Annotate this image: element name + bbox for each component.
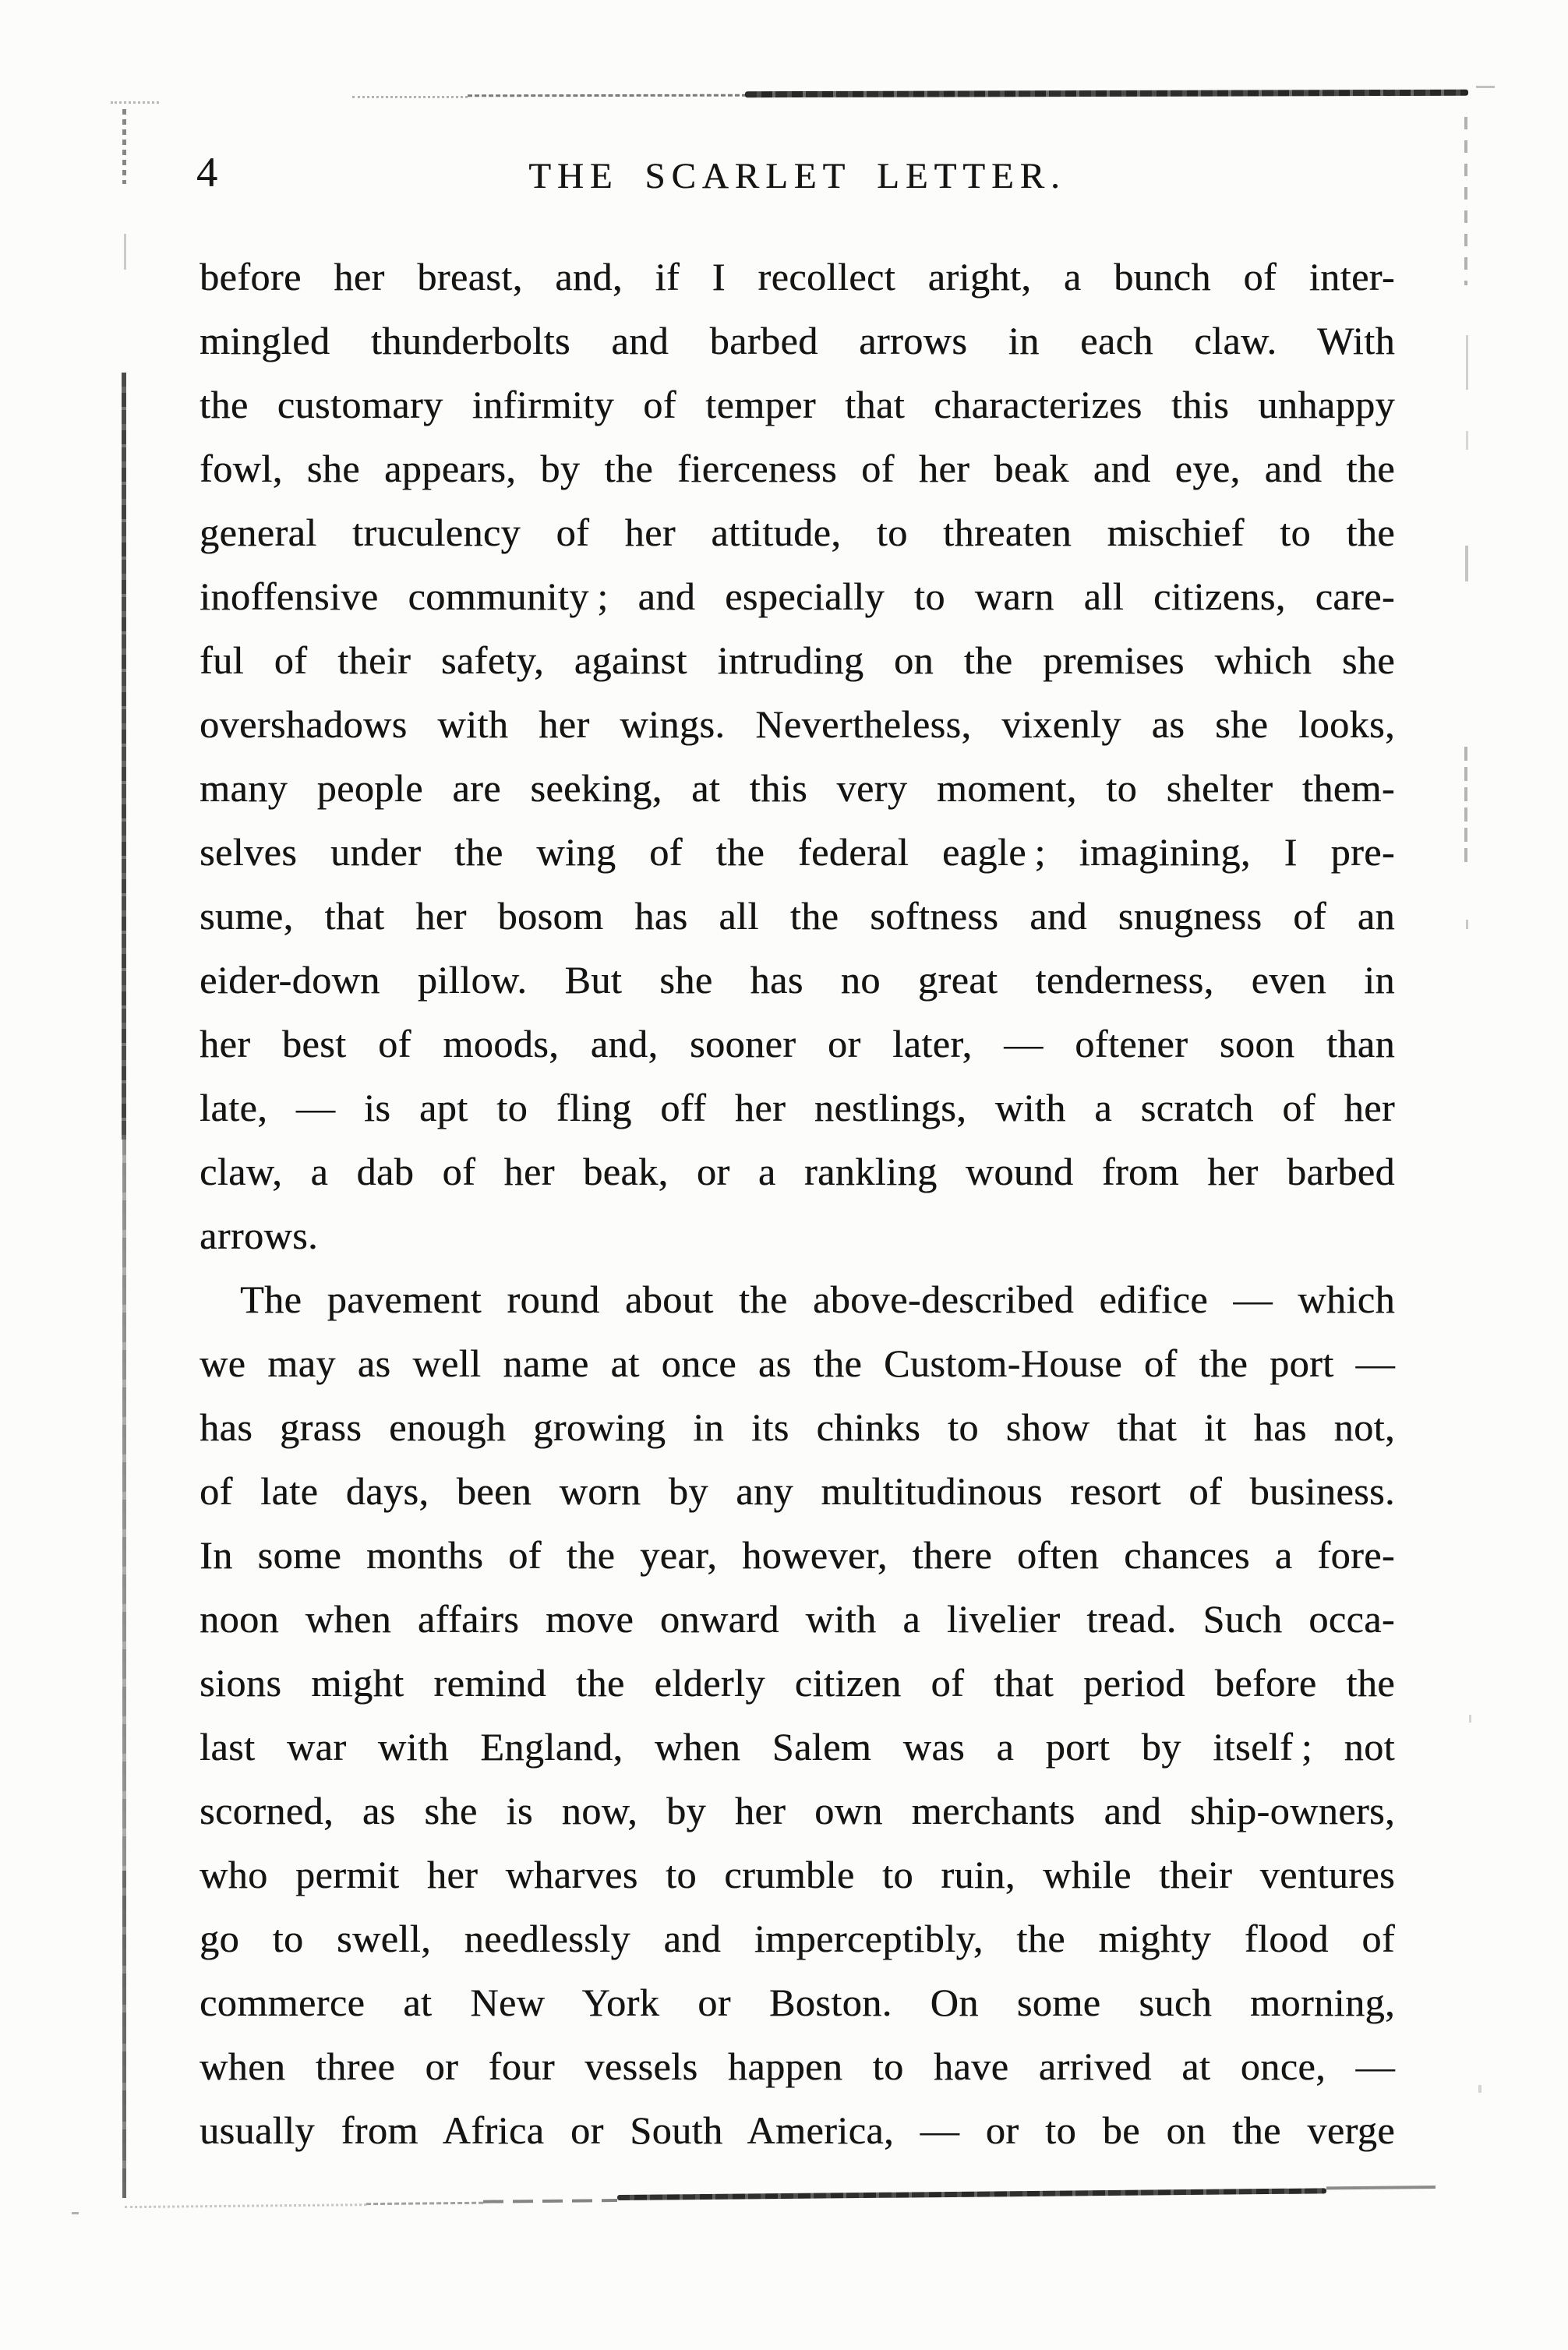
scan-rule-right-segment [1464, 117, 1467, 285]
scan-rule-left-segment [122, 109, 126, 184]
text-line: the customary infirmity of temper that characterizes this unhappy [200, 383, 1395, 426]
text-line: many people are seeking, at this very moment, to shelter them- [200, 766, 1395, 810]
text-line: general truculency of her attitude, to threaten mischief to the [200, 511, 1395, 554]
text-line: sions might remind the elderly citizen of that period before the [200, 1661, 1395, 1705]
scan-rule-right-segment [1466, 335, 1468, 390]
scan-rule-right-segment [1465, 546, 1468, 581]
scan-rule-bottom-tail [1326, 2186, 1436, 2189]
scan-rule-top-dashes [468, 94, 747, 97]
text-line: commerce at New York or Boston. On some such morning, [200, 1981, 1395, 2024]
text-line: her best of moods, and, sooner or later, — oftener soon than [200, 1022, 1395, 1065]
scan-rule-right-segment [1478, 2085, 1481, 2093]
text-line: usually from Africa or South America, — or to be on the verge [200, 2108, 1395, 2152]
text-line: has grass enough growing in its chinks to show that it has not, [200, 1405, 1395, 1449]
scan-rule-right-segment [1469, 1715, 1471, 1723]
running-title: THE SCARLET LETTER. [528, 156, 1066, 196]
text-line: when three or four vessels happen to have arrived at once, — [200, 2044, 1395, 2088]
text-line: arrows. [200, 1214, 319, 1257]
page-number: 4 [196, 149, 217, 196]
text-line: mingled thunderbolts and barbed arrows in each claw. With [200, 319, 1395, 362]
scan-rule-left-segment [122, 373, 126, 1140]
text-line: last war with England, when Salem was a port by itself ; not [200, 1725, 1395, 1769]
scan-speck-top-left [111, 101, 159, 104]
scan-rule-bottom-dashes [366, 2202, 483, 2205]
scan-rule-left-segment [122, 1871, 126, 2198]
text-line: go to swell, needlessly and imperceptibly, the mighty flood of [200, 1917, 1395, 1960]
scan-rule-left-segment [124, 234, 126, 270]
text-line: before her breast, and, if I recollect aright, a bunch of inter- [200, 255, 1395, 299]
scan-rule-bottom-mid [483, 2199, 617, 2203]
text-line: of late days, been worn by any multitudinous resort of business. [200, 1469, 1395, 1513]
text-line: inoffensive community ; and especially to warn all citizens, care- [200, 574, 1395, 618]
text-line: who permit her wharves to crumble to ruin, while their ventures [200, 1853, 1395, 1896]
scan-speck-bottom-left [72, 2212, 79, 2214]
scan-rule-bottom-dark [617, 2188, 1326, 2200]
text-line: claw, a dab of her beak, or a rankling wound from her barbed [200, 1150, 1395, 1193]
text-line: selves under the wing of the federal eagle ; imagining, I pre- [200, 830, 1395, 874]
text-line: noon when affairs move onward with a livelier tread. Such occa- [200, 1597, 1395, 1641]
scan-rule-bottom [109, 2176, 1434, 2220]
scan-rule-bottom-dots [125, 2203, 366, 2208]
scan-rule-top-tick [1476, 86, 1495, 88]
text-line: fowl, she appears, by the fierceness of her beak and eye, and the [200, 447, 1395, 490]
scan-rule-right-segment [1464, 747, 1467, 865]
text-line: In some months of the year, however, there often chances a fore- [200, 1533, 1395, 1577]
text-line: late, — is apt to fling off her nestlings, with a scratch of her [200, 1086, 1395, 1129]
text-line: ful of their safety, against intruding on the premises which she [200, 638, 1395, 682]
scan-rule-right-segment [1466, 431, 1468, 450]
scan-rule-top-dots [352, 96, 468, 98]
text-line: eider-down pillow. But she has no great tenderness, even in [200, 958, 1395, 1002]
text-line: sume, that her bosom has all the softness and snugness of an [200, 894, 1395, 938]
text-line: overshadows with her wings. Nevertheless, vixenly as she looks, [200, 702, 1395, 746]
scan-rule-left-segment [122, 1140, 126, 1871]
scan-rule-right-segment [1466, 920, 1468, 929]
text-line: The pavement round about the above-described edifice — which [240, 1277, 1395, 1321]
text-line: we may as well name at once as the Custom-House of the port — [200, 1341, 1395, 1385]
text-line: scorned, as she is now, by her own merchants and ship-owners, [200, 1789, 1395, 1832]
body-text [200, 245, 1395, 2162]
scan-rule-top-dark [745, 90, 1468, 97]
